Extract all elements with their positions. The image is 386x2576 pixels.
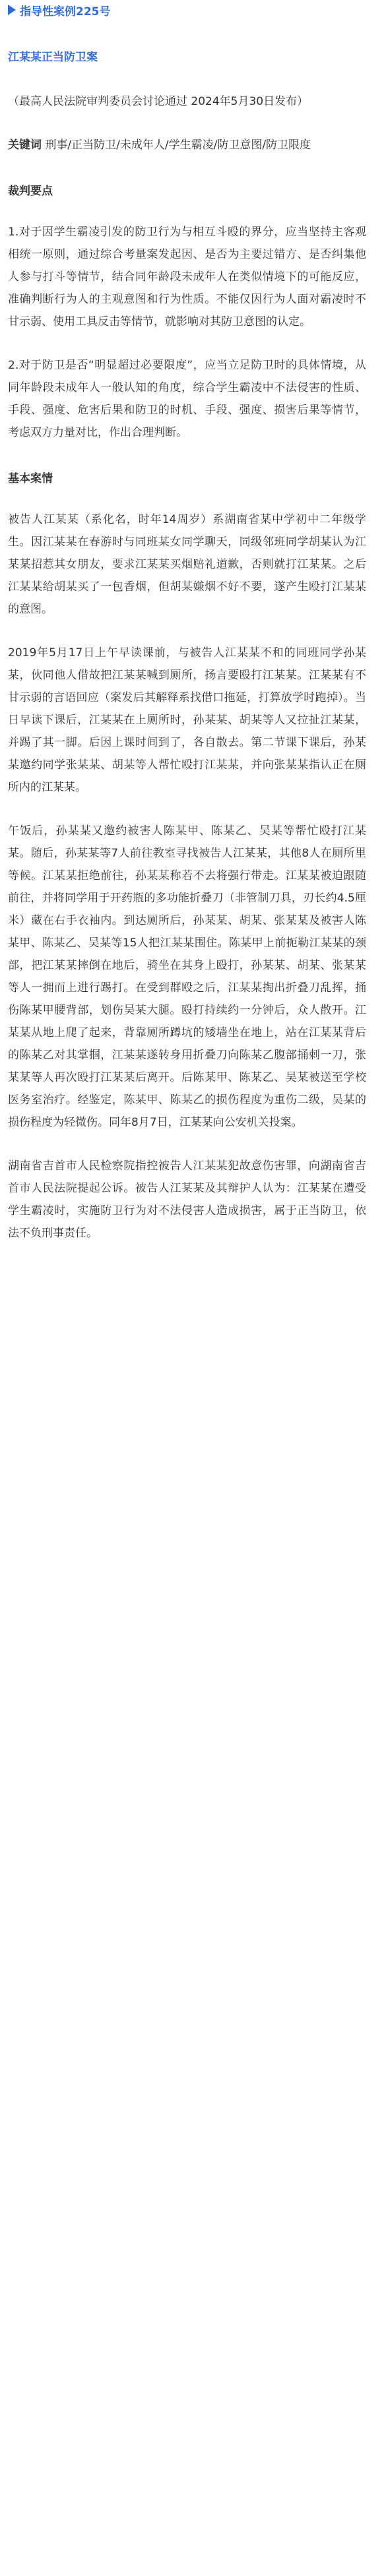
facts-paragraph: 湖南省吉首市人民检察院指控被告人江某某犯故意伤害罪，向湖南省吉首市人民法院提起公诉。被告人江某某及其辩护人认为：江某某在遭受学生霸凌时，实施防卫行为对不法侵害人造成损害，属于正当防卫，依法不负刑事责任。 xyxy=(8,1159,366,1240)
gist-paragraph: 2.对于防卫是否“明显超过必要限度”，应当立足防卫时的具体情境，从同年龄段未成年人一般认知的角度，综合学生霸凌中不法侵害的性质、手段、强度、危害后果和防卫的时机、手段、强度、损害后果等情节，考虑双方力量对比，作出合理判断。 xyxy=(8,359,366,439)
keywords-label: 关键词 xyxy=(8,138,42,152)
case-number-label: 指导性案例225号 xyxy=(20,5,111,18)
facts-paragraph: 被告人江某某（系化名，时年14周岁）系湖南省某中学初中二年级学生。因江某某在春游时与同班某女同学聊天，同级邻班同学胡某认为江某某招惹其女朋友，要求江某某买烟赔礼道歉，否则就打江某某。之后江某某给胡某买了一包香烟，但胡某嫌烟不好不要，遂产生殴打江某某的意图。 xyxy=(8,513,366,616)
triangle-marker-icon xyxy=(8,5,16,15)
facts-paragraph: 2019年5月17日上午早读课前，与被告人江某某不和的同班同学孙某某，伙同他人借故把江某某喊到厕所，扬言要殴打江某某。江某某有不甘示弱的言语回应（案发后其解释系找借口拖延，打算放学时跑掉）。当日早读下课后，江某某在上厕所时，孙某某、胡某等人又拉扯江某某，并踢了其一脚。后因上课时间到了，各自散去。第二节课下课后，孙某某邀约同学张某某、胡某等人帮忙殴打江某某，并向张某某指认正在厕所内的江某某。 xyxy=(8,646,366,794)
case-header xyxy=(8,1,366,18)
case-title: 江某某正当防卫案 xyxy=(8,51,98,64)
gist-paragraph: 1.对于因学生霸凌引发的防卫行为与相互斗殴的界分，应当坚持主客观相统一原则，通过综合考量案发起因、是否为主要过错方、是否纠集他人参与打斗等情节，结合同年龄段未成年人在类似情境下的可能反应，准确判断行为人的主观意图和行为性质。不能仅因行为人面对霸凌时不甘示弱、使用工具反击等情节，就影响对其防卫意图的认定。 xyxy=(8,226,366,328)
facts-paragraph: 午饭后，孙某某又邀约被害人陈某甲、陈某乙、吴某等帮忙殴打江某某。随后，孙某某等7人前往教室寻找被告人江某某，其他8人在厕所里等候。江某某拒绝前往，孙某某称若不去将强行带走。江某某被迫跟随前往，并将同学用于开药瓶的多功能折叠刀（非管制刀具，刃长约4.5厘米）藏在右手衣袖内。到达厕所后，孙某某、胡某、张某某及被害人陈某甲、陈某乙、吴某等15人把江某某围住。陈某甲上前扼勒江某某的颈部，把江某某摔倒在地后，骑坐在其身上殴打，孙某某、胡某、张某某等人一拥而上进行踢打。在受到群殴之后，江某某掏出折叠刀乱挥，捅伤陈某甲腰背部，划伤吴某大腿。殴打持续约一分钟后，众人散开。江某某从地上爬了起来，背靠厕所蹲坑的矮墙坐在地上，站在江某某背后的陈某乙对其掌掴，江某某遂转身用折叠刀向陈某乙腹部捅刺一刀，张某某等人再次殴打江某某后离开。后陈某甲、陈某乙、吴某被送至学校医务室治疗。经鉴定，陈某甲、陈某乙的损伤程度为重伤二级，吴某的损伤程度为轻微伤。同年8月7日，江某某向公安机关投案。 xyxy=(8,824,366,1129)
section-title-gist: 裁判要点 xyxy=(8,185,53,198)
keywords-line xyxy=(8,134,366,156)
adoption-note: （最高人民法院审判委员会讨论通过 2024年5月30日发布） xyxy=(8,95,309,108)
keywords-text: 刑事/正当防卫/未成年人/学生霸凌/防卫意图/防卫限度 xyxy=(42,138,311,152)
section-title-facts: 基本案情 xyxy=(8,472,53,485)
